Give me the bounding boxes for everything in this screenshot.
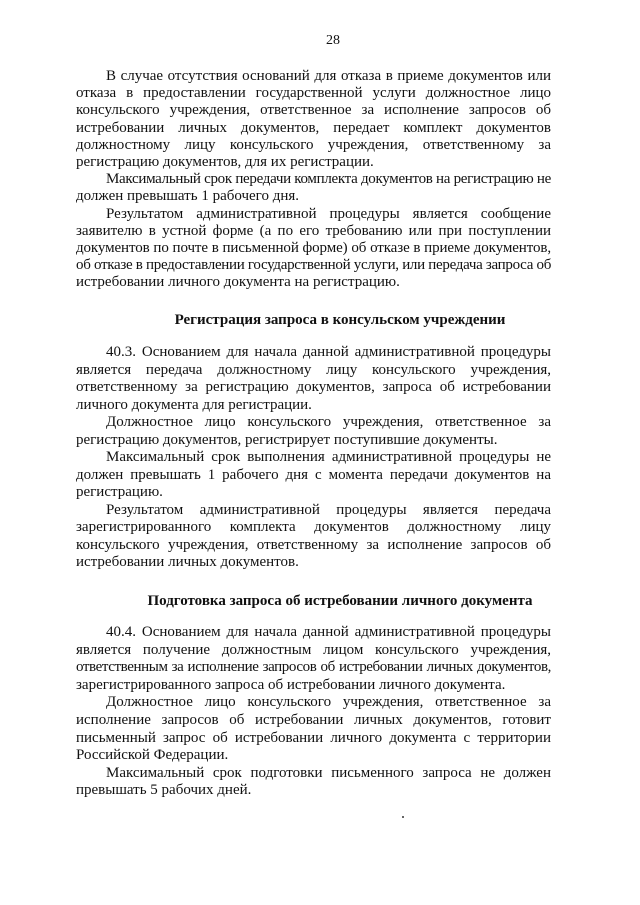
text-line: об отказе в предоставлении государственной услуги, или передача запроса об [76,257,552,274]
paragraph [76,414,551,449]
text-line: Результатом административной процедуры является передача [106,501,551,518]
text-line: является передача должностному лицу консульского учреждения, [76,361,551,378]
paragraph [76,344,551,414]
section-intro [76,68,551,292]
text-line: Должностное лицо консульского учреждения, ответственное за [106,414,551,430]
text-line: должностному лицу консульского учреждения, ответственному за [76,136,551,153]
text-line: 40.4. Основанием для начала данной административной процедуры [106,624,551,640]
text-line: Максимальный срок выполнения административной процедуры не [106,449,551,465]
text-line: 40.3. Основанием для начала данной административной процедуры [106,344,551,360]
paragraph [76,449,551,502]
text-line: В случае отсутствия оснований для отказа в приеме документов или [106,68,551,84]
text-line: истребовании личных документов. [76,554,299,570]
text-line: консульского учреждения, ответственному за исполнение запросов об [76,536,551,553]
text-line: регистрацию документов, регистрирует поступившие документы. [76,431,498,448]
paragraph [76,624,551,694]
text-line: Результатом административной процедуры является сообщение [106,205,551,222]
text-line: зарегистрированного запроса об истребовании личного документа. [76,676,506,693]
text-line: заявителю в устной форме (а по его требованию или при поступлении [76,222,551,239]
text-line: документов по почте в письменной форме) об отказе в приеме документов, [76,240,551,257]
text-line: регистрацию документов, для их регистрации. [76,154,374,171]
paragraph [76,206,551,292]
text-line: истребовании личного документа на регистрацию. [76,274,400,291]
text-line: Максимальный срок передачи комплекта документов на регистрацию не [106,171,551,188]
text-line: должен превышать 1 рабочего дня. [76,188,300,205]
text-line: Российской Федерации. [76,747,229,764]
text-line: превышать 5 рабочих дней. [76,782,252,799]
text-line: отказа в предоставлении государственной услуги должностное лицо [76,85,551,102]
section-registration [76,344,551,572]
section-heading-registration: Регистрация запроса в консульском учреждении [174,312,506,328]
text-line: должен превышать 1 рабочего дня с момента передачи документов на [76,466,551,483]
text-line: письменный запрос об истребовании личного документа с территории [76,729,551,746]
text-line: регистрацию. [76,484,163,500]
text-line: истребовании личных документов, передает комплект документов [76,119,551,136]
section-heading-preparation: Подготовка запроса об истребовании личного документа [147,593,533,609]
paragraph [76,502,551,572]
paragraph [76,171,551,205]
section-preparation [76,624,551,800]
text-line: является получение должностным лицом консульского учреждения, [76,641,551,658]
text-line: Должностное лицо консульского учреждения, ответственное за [106,694,551,711]
page-number: 28 [326,33,340,48]
scan-speck [402,816,404,818]
text-line: ответственному за регистрацию документов, запроса об истребовании [76,379,551,395]
text-line: зарегистрированного комплекта документов должностному лицу [76,519,551,535]
text-line: ответственным за исполнение запросов об истребовании личных документов, [76,659,551,676]
paragraph [76,765,551,800]
paragraph [76,68,551,171]
text-line: Максимальный срок подготовки письменного запроса не должен [106,764,551,781]
text-line: консульского учреждения, ответственное за исполнение запросов об [76,102,551,119]
text-line: исполнение запросов об истребовании личных документов, готовит [76,711,551,728]
paragraph [76,694,551,764]
text-line: личного документа для регистрации. [76,396,312,413]
